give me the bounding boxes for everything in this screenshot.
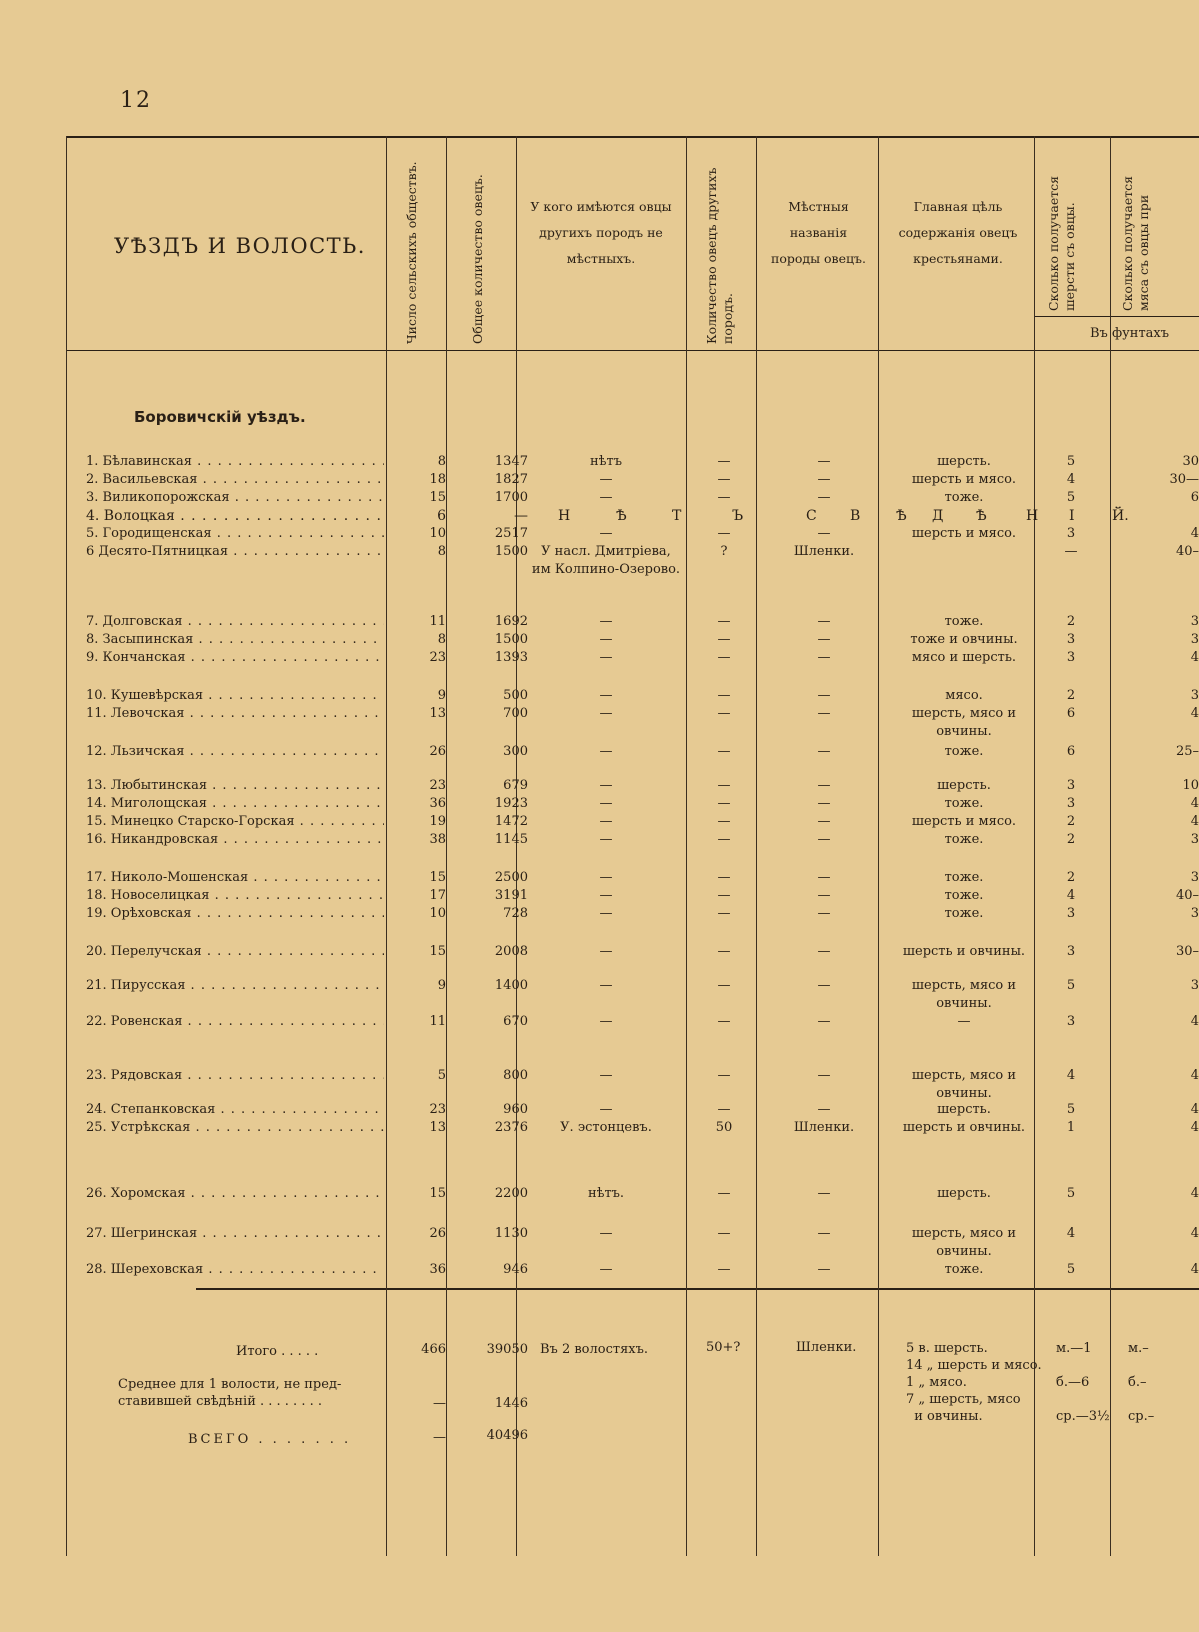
table-row: 20. Перелучская . . . 15 2008 — — — шерсть и овчины. 3 30– (66, 944, 1199, 962)
total-sheep: 40496 (486, 1428, 528, 1443)
table-row: 8. Засыпинская . . . 8 1500 — — — тоже и овчины. 3 3 (66, 632, 1199, 650)
units-label: Въ фунтахъ (1090, 326, 1169, 341)
table-row: 28. Шереховская . . . 36 946 — — — тоже. 5 4 (66, 1262, 1199, 1280)
table-row: 24. Степанковская . . . 23 960 — — — шерсть. 5 4 (66, 1102, 1199, 1120)
other-count-header: Количество овецъ другихъ породъ. (704, 167, 735, 344)
section-title: Боровичскій уѣздъ. (134, 408, 306, 426)
district-header: УѢЗДЪ И ВОЛОСТЬ. (114, 234, 366, 258)
average-communities: — (433, 1396, 446, 1411)
table-row: 1. Бѣлавинская . . . 8 1347 нѣтъ — — шерсть. 5 30 (66, 454, 1199, 472)
local-names-header: Мѣстныя названія породы овецъ. (771, 199, 866, 266)
itogo-goal: 5 в. шерсть. 14 „ шерсть и мясо. 1 „ мясо. 7 „ шерсть, мясо и овчины. (906, 1341, 1042, 1424)
table-row: 6 Десято-Пятницкая . . . 8 1500 У насл. Дмитріева, ? Шленки. — 40– (66, 544, 1199, 562)
table-row: 17. Николо-Мошенская . . . 15 2500 — — — тоже. 2 3 (66, 870, 1199, 888)
wool-header: Сколько получается шерсти съ овцы. (1046, 175, 1077, 311)
units-border (1034, 316, 1199, 317)
table-row: 16. Никандровская . . . 38 1145 — — — тоже. 2 3 (66, 832, 1199, 850)
total-sheep-header: Общее количество овецъ. (470, 174, 485, 344)
table-top-border (66, 136, 1199, 138)
communities-header: Число сельскихъ обществъ. (404, 161, 419, 344)
itogo-other: 50+? (706, 1340, 741, 1355)
who-header: У кого имѣются овцы другихъ породъ не мѣстныхъ. (530, 199, 672, 266)
purpose-header: Главная цѣль содержанія овецъ крестьянами. (898, 199, 1018, 266)
table-row: 22. Ровенская . . . 11 670 — — — — 3 4 (66, 1014, 1199, 1032)
table-row: 27. Шегринская . . . 26 1130 — — — шерсть, мясо и 4 4 (66, 1226, 1199, 1244)
itogo-communities: 466 (421, 1342, 446, 1357)
table-row: 19. Орѣховская . . . 10 728 — — — тоже. 3 3 (66, 906, 1199, 924)
average-sheep: 1446 (494, 1396, 528, 1411)
table-row: 15. Минецко Старско-Горская . . . 19 1472 — — — шерсть и мясо. 2 4 (66, 814, 1199, 832)
table-row: 18. Новоселицкая . . . 17 3191 — — — тоже. 4 40– (66, 888, 1199, 906)
table-row: 14. Миголощская . . . 36 1923 — — — тоже. 3 4 (66, 796, 1199, 814)
meat-header: Сколько получается мяса съ овцы при (1120, 175, 1151, 311)
table-row: 23. Рядовская . . . 5 800 — — — шерсть, мясо и 4 4 (66, 1068, 1199, 1086)
table-row-continuation: им Колпино-Озерово. (531, 562, 681, 577)
itogo-label: Итого . . . . . (236, 1344, 319, 1359)
sheep-table (66, 136, 1199, 1556)
itogo-wool: м.—1 б.—6 ср.—3½ (1056, 1341, 1110, 1424)
table-row: 3. Виликопорожская . . . 15 1700 — — — тоже. 5 6 (66, 490, 1199, 508)
average-label: Среднее для 1 волости, не пред- ставившей свѣдѣній . . . . . . . . (118, 1377, 342, 1409)
table-row: 9. Кончанская . . . 23 1393 — — — мясо и шерсть. 3 4 (66, 650, 1199, 668)
itogo-meat: м.– б.– ср.– (1128, 1341, 1155, 1424)
itogo-local: Шленки. (796, 1340, 857, 1355)
itogo-who: Въ 2 волостяхъ. (540, 1342, 648, 1357)
table-row: 13. Любытинская . . . 23 679 — — — шерсть. 3 10 (66, 778, 1199, 796)
table-row: 21. Пирусская . . . 9 1400 — — — шерсть, мясо и 5 3 (66, 978, 1199, 996)
table-row-continuation: овчины. (936, 1086, 992, 1101)
table-row: 11. Левочская . . . 13 700 — — — шерсть, мясо и 6 4 (66, 706, 1199, 724)
header-bottom-border (66, 350, 1199, 351)
table-row: 12. Льзичская . . . 26 300 — — — тоже. 6 25– (66, 744, 1199, 762)
table-row-continuation: овчины. (936, 1244, 992, 1259)
table-row-continuation: овчины. (936, 996, 992, 1011)
page-number: 12 (120, 88, 152, 113)
totals-border (196, 1288, 1199, 1290)
table-row: 7. Долговская . . . 11 1692 — — — тоже. 2 3 (66, 614, 1199, 632)
table-row: 2. Васильевская . . . 18 1827 — — — шерсть и мясо. 4 30— (66, 472, 1199, 490)
table-row: 26. Хоромская . . . 15 2200 нѣтъ. — — шерсть. 5 4 (66, 1186, 1199, 1204)
table-row-continuation: овчины. (936, 724, 992, 739)
total-label: ВСЕГО . . . . . . . (188, 1432, 352, 1447)
itogo-sheep: 39050 (486, 1342, 528, 1357)
totals-section (66, 1332, 1199, 1552)
total-communities: — (433, 1430, 446, 1445)
table-row: 10. Кушевѣрская . . . 9 500 — — — мясо. 2 3 (66, 688, 1199, 706)
table-row: 5. Городищенская . . . 10 2517 — — — шерсть и мясо. 3 4 (66, 526, 1199, 544)
table-row: 25. Устрѣкская . . . 13 2376 У. эстонцевъ. 50 Шленки. шерсть и овчины. 1 4 (66, 1120, 1199, 1138)
table-row: 4. Волоцкая . . . 6 — Н Ѣ Т Ъ С В Ѣ Д Ѣ Н І Й. (66, 508, 1199, 526)
